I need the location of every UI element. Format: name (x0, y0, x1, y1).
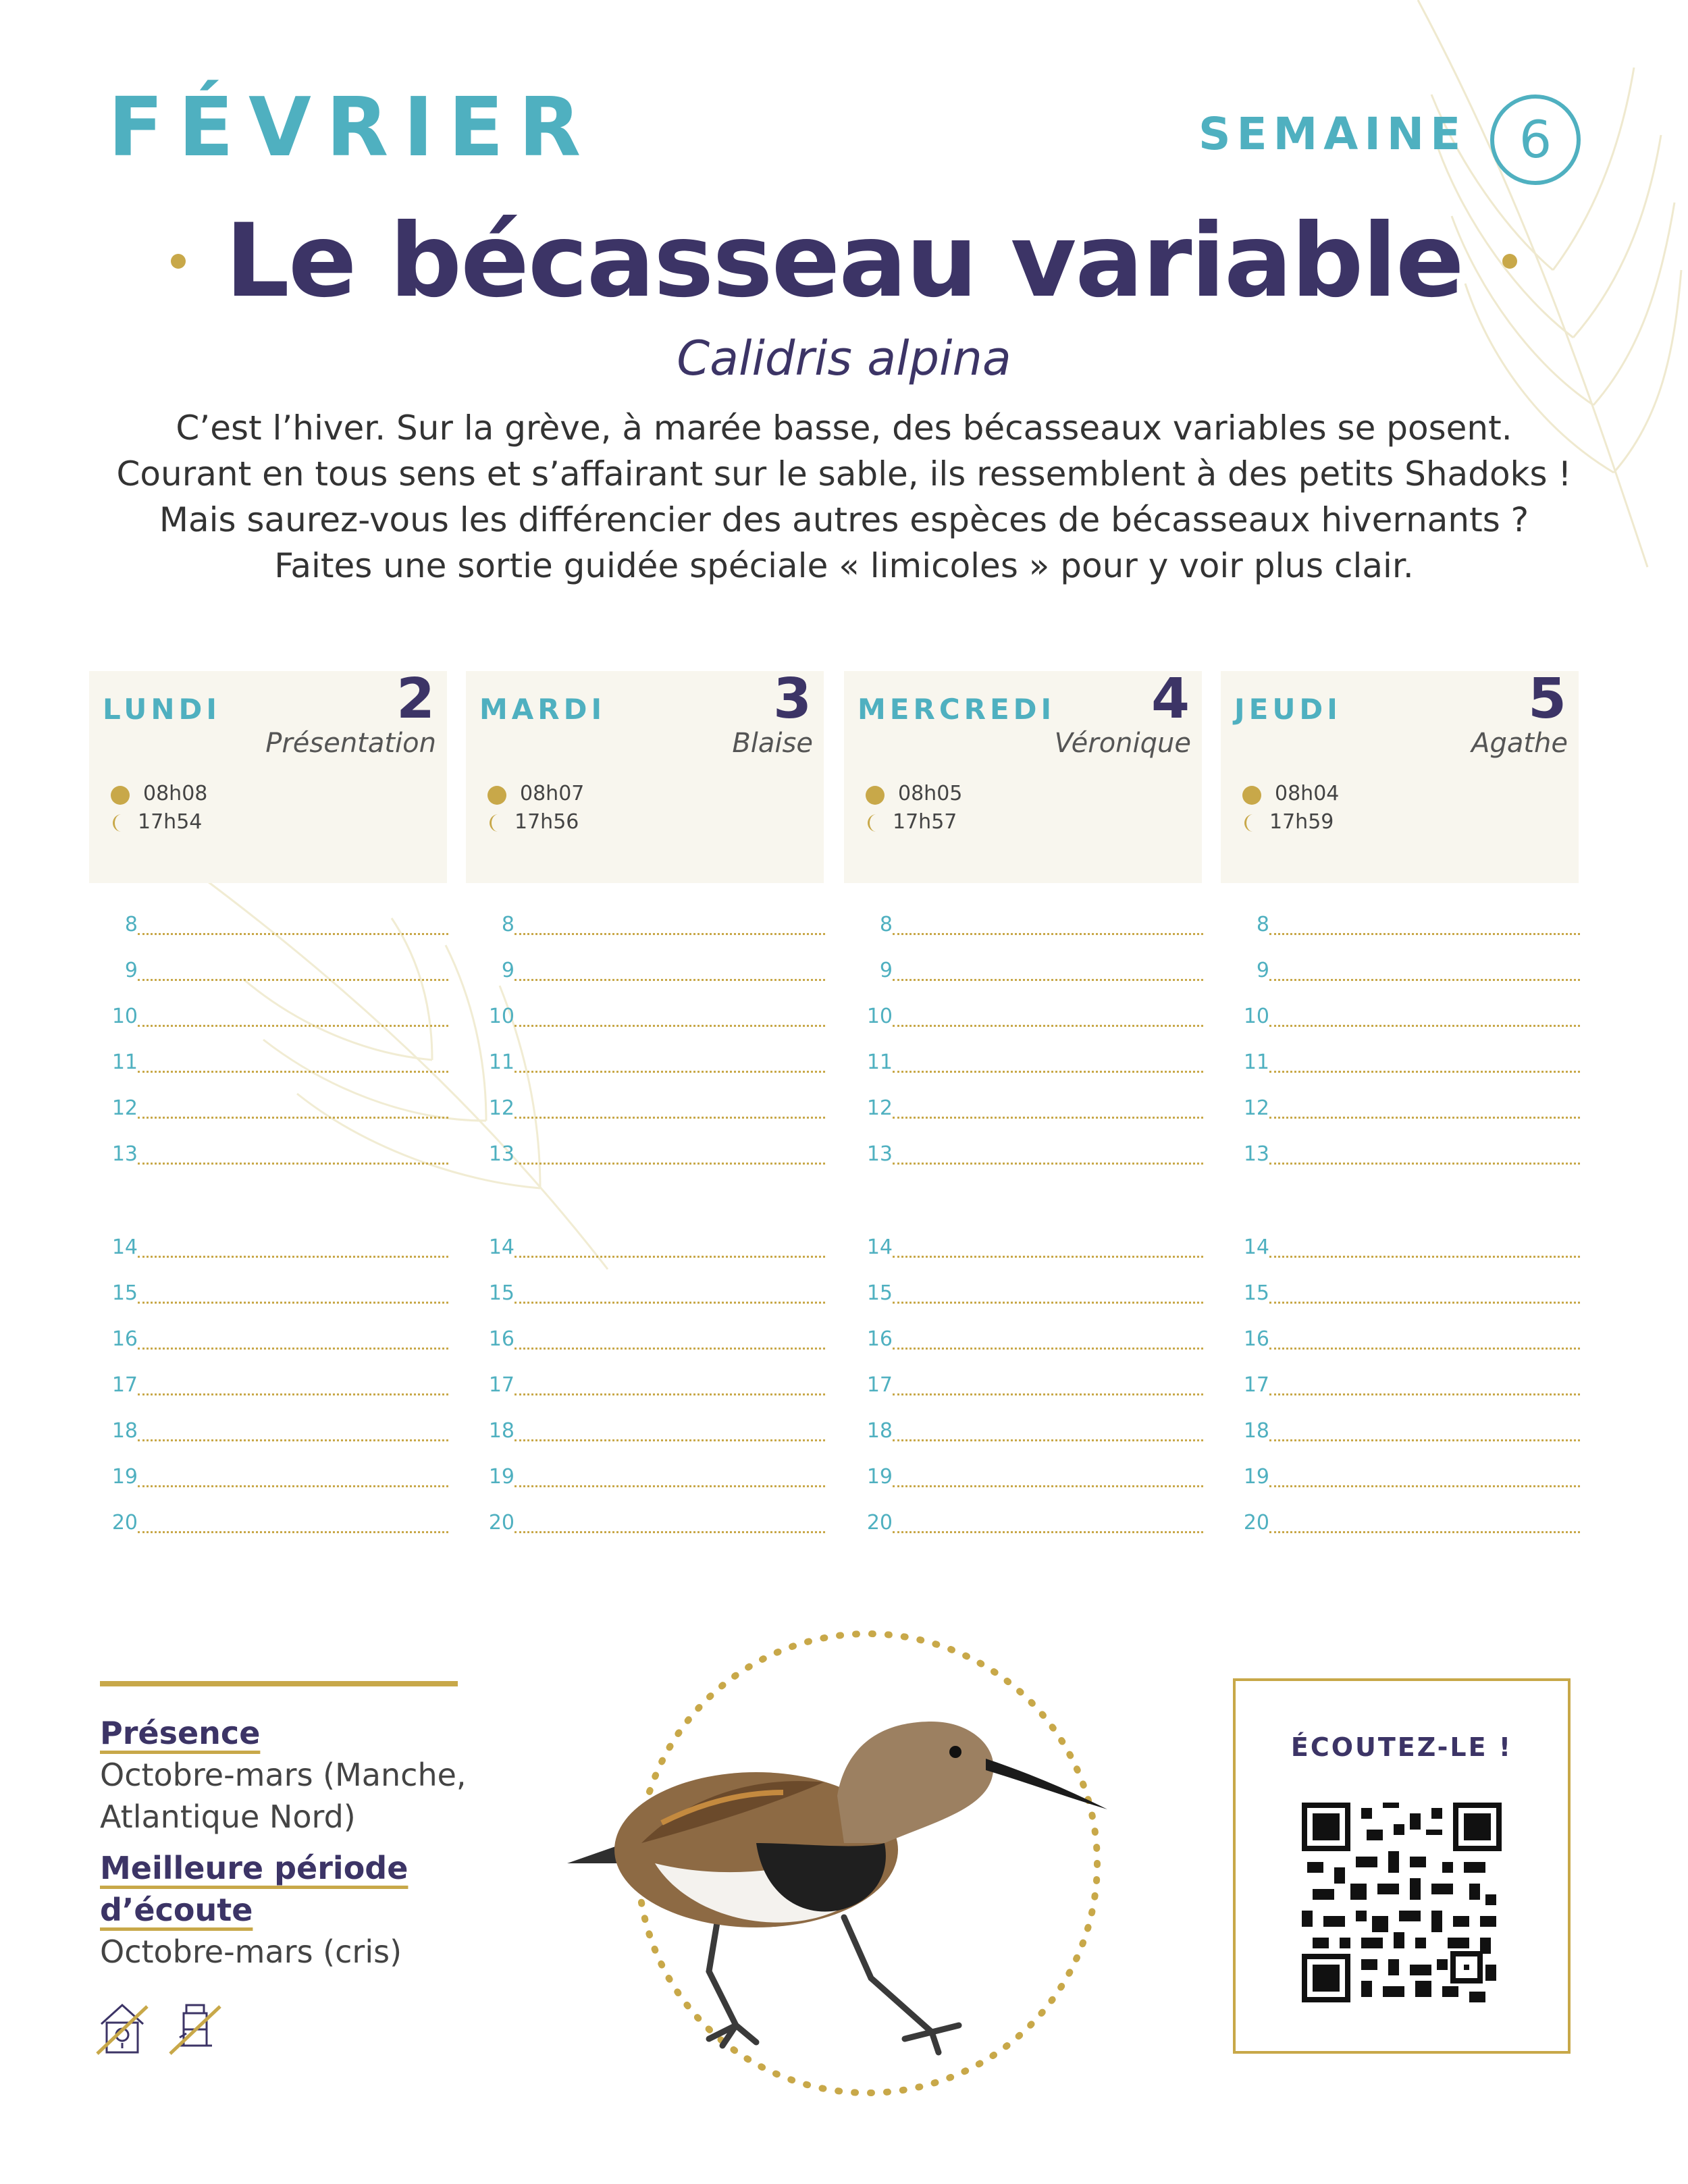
hour-slot[interactable] (1229, 1511, 1580, 1538)
hour-dotted-line (138, 1117, 448, 1119)
hour-slot[interactable] (474, 1419, 825, 1446)
hour-dotted-line (515, 979, 825, 981)
hour-slot[interactable] (474, 1050, 825, 1077)
intro-line: Faites une sortie guidée spéciale « limicoles » pour y voir plus clair. (274, 546, 1414, 585)
presence-title: Présence (100, 1715, 261, 1751)
hour-dotted-line (1269, 1071, 1580, 1073)
day-name: MARDI (479, 693, 606, 726)
hour-dotted-line (893, 1071, 1203, 1073)
hour-label: 10 (111, 1005, 138, 1028)
hour-label: 18 (1243, 1419, 1269, 1443)
hour-label: 18 (866, 1419, 893, 1443)
hour-slot[interactable] (852, 959, 1203, 986)
hour-dotted-line (515, 1071, 825, 1073)
hour-dotted-line (1269, 1393, 1580, 1395)
birdhouse-crossed-icon (93, 2000, 151, 2058)
hour-label: 14 (1243, 1235, 1269, 1259)
hour-slot[interactable] (97, 1465, 448, 1492)
hour-label: 18 (488, 1419, 515, 1443)
intro-line: Courant en tous sens et s’affairant sur le sable, ils ressemblent à des petits Shadoks ! (116, 454, 1572, 494)
hour-slot[interactable] (97, 1511, 448, 1538)
hour-label: 13 (1243, 1142, 1269, 1166)
week-number-badge: 6 (1490, 95, 1581, 185)
hour-label: 17 (488, 1373, 515, 1397)
latin-name: Calidris alpina (677, 331, 1011, 386)
hour-dotted-line (1269, 1531, 1580, 1533)
hour-dotted-line (893, 1163, 1203, 1165)
sunrise-time: 08h07 (520, 782, 585, 805)
hour-slot[interactable] (852, 1373, 1203, 1400)
hour-label: 15 (488, 1281, 515, 1305)
hour-dotted-line (1269, 1117, 1580, 1119)
hour-label: 9 (879, 959, 893, 982)
hour-slot[interactable] (97, 913, 448, 940)
species-title-row (0, 203, 1688, 320)
hour-slot[interactable] (1229, 1419, 1580, 1446)
hour-slot[interactable] (97, 1281, 448, 1308)
hour-slot[interactable] (1229, 959, 1580, 986)
saint-name: Blaise (732, 728, 813, 759)
hour-slot[interactable] (97, 959, 448, 986)
hour-label: 13 (866, 1142, 893, 1166)
title-dot-left (171, 254, 186, 269)
info-divider (100, 1681, 458, 1686)
hour-dotted-line (515, 1393, 825, 1395)
day-number: 3 (772, 667, 812, 731)
period-text: Octobre-mars (cris) (100, 1934, 402, 1970)
hour-slot[interactable] (474, 1281, 825, 1308)
hour-slot[interactable] (474, 1373, 825, 1400)
sunset-moon-icon (486, 813, 504, 833)
hour-dotted-line (138, 1256, 448, 1258)
hour-label: 17 (111, 1373, 138, 1397)
hour-dotted-line (893, 979, 1203, 981)
hour-label: 11 (111, 1050, 138, 1074)
listen-label: ÉCOUTEZ-LE ! (1290, 1732, 1513, 1762)
hour-slot[interactable] (97, 1419, 448, 1446)
hour-dotted-line (515, 1348, 825, 1350)
hour-label: 19 (488, 1465, 515, 1489)
hour-slot[interactable] (97, 1373, 448, 1400)
presence-line: Atlantique Nord) (100, 1799, 356, 1835)
qr-card (1233, 1678, 1571, 2054)
hour-slot[interactable] (852, 1050, 1203, 1077)
hour-label: 16 (866, 1327, 893, 1351)
hour-dotted-line (515, 1256, 825, 1258)
hour-label: 11 (1243, 1050, 1269, 1074)
hour-dotted-line (893, 1439, 1203, 1441)
sunset-moon-icon (864, 813, 882, 833)
hour-label: 19 (111, 1465, 138, 1489)
hour-label: 19 (866, 1465, 893, 1489)
hour-dotted-line (515, 1117, 825, 1119)
sunrise-icon (487, 786, 506, 805)
hour-dotted-line (515, 1485, 825, 1487)
hour-label: 12 (1243, 1096, 1269, 1120)
hour-slot[interactable] (474, 1327, 825, 1354)
qr-code[interactable] (1302, 1803, 1502, 2002)
hour-slot[interactable] (852, 1465, 1203, 1492)
hour-dotted-line (138, 1302, 448, 1304)
hour-label: 16 (488, 1327, 515, 1351)
feeder-crossed-icon (166, 2000, 224, 2058)
hour-slot[interactable] (474, 1096, 825, 1123)
hour-label: 14 (488, 1235, 515, 1259)
sunset-time: 17h56 (515, 810, 579, 834)
day-name: LUNDI (103, 693, 221, 726)
hour-label: 12 (866, 1096, 893, 1120)
intro-text (101, 405, 1587, 589)
hour-slot[interactable] (474, 913, 825, 940)
species-title: Le bécasseau variable (225, 203, 1463, 320)
period-title-line: d’écoute (100, 1892, 253, 1928)
hour-slot[interactable] (852, 1096, 1203, 1123)
hour-label: 13 (111, 1142, 138, 1166)
week-label: SEMAINE (1198, 108, 1467, 160)
hour-label: 8 (879, 913, 893, 936)
day-name: MERCREDI (858, 693, 1056, 726)
hour-slot[interactable] (1229, 913, 1580, 940)
hour-slot[interactable] (474, 1235, 825, 1262)
hour-slot[interactable] (1229, 1281, 1580, 1308)
hour-label: 20 (1243, 1511, 1269, 1535)
hour-label: 17 (1243, 1373, 1269, 1397)
hour-slot[interactable] (1229, 1327, 1580, 1354)
hour-label: 11 (488, 1050, 515, 1074)
dunlin-bird-illustration (554, 1620, 1161, 2106)
hour-slot[interactable] (852, 1142, 1203, 1169)
hour-label: 10 (866, 1005, 893, 1028)
hour-slot[interactable] (1229, 1096, 1580, 1123)
hour-dotted-line (1269, 1025, 1580, 1027)
hour-label: 12 (488, 1096, 515, 1120)
hour-slot[interactable] (97, 1235, 448, 1262)
hour-slot[interactable] (97, 1142, 448, 1169)
sunset-time: 17h59 (1269, 810, 1334, 834)
hour-slot[interactable] (1229, 1005, 1580, 1032)
hour-dotted-line (138, 933, 448, 935)
hour-slot[interactable] (852, 1511, 1203, 1538)
sunrise-time: 08h04 (1275, 782, 1340, 805)
hour-dotted-line (1269, 979, 1580, 981)
hour-dotted-line (1269, 1439, 1580, 1441)
hour-slot[interactable] (474, 1465, 825, 1492)
hour-label: 14 (866, 1235, 893, 1259)
intro-line: Mais saurez-vous les différencier des autres espèces de bécasseaux hivernants ? (159, 500, 1529, 539)
hour-slot[interactable] (97, 1096, 448, 1123)
hour-dotted-line (138, 1531, 448, 1533)
hour-dotted-line (893, 1531, 1203, 1533)
hour-slot[interactable] (474, 1511, 825, 1538)
presence-line: Octobre-mars (Manche, (100, 1757, 467, 1793)
hour-slot[interactable] (97, 1050, 448, 1077)
hour-dotted-line (1269, 933, 1580, 935)
sunrise-icon (866, 786, 885, 805)
hour-slot[interactable] (1229, 1235, 1580, 1262)
sunrise-icon (111, 786, 130, 805)
hour-label: 8 (124, 913, 138, 936)
title-dot-right (1502, 254, 1517, 269)
sunset-moon-icon (109, 813, 127, 833)
hour-label: 8 (501, 913, 515, 936)
sunrise-time: 08h05 (898, 782, 963, 805)
info-block (100, 1715, 519, 1973)
hour-dotted-line (515, 1531, 825, 1533)
hour-slot[interactable] (1229, 1050, 1580, 1077)
hour-dotted-line (893, 1393, 1203, 1395)
hour-dotted-line (893, 933, 1203, 935)
month-title: FÉVRIER (108, 81, 596, 175)
day-number: 2 (396, 667, 435, 731)
hour-dotted-line (515, 1025, 825, 1027)
day-header-mardi (466, 667, 824, 883)
hour-slot[interactable] (1229, 1465, 1580, 1492)
hour-dotted-line (138, 1025, 448, 1027)
hour-slot[interactable] (852, 913, 1203, 940)
hour-label: 17 (866, 1373, 893, 1397)
hour-label: 15 (866, 1281, 893, 1305)
hour-dotted-line (1269, 1302, 1580, 1304)
hour-label: 11 (866, 1050, 893, 1074)
hour-label: 10 (488, 1005, 515, 1028)
hour-label: 18 (111, 1419, 138, 1443)
hour-label: 20 (488, 1511, 515, 1535)
hour-dotted-line (138, 1439, 448, 1441)
hour-label: 15 (1243, 1281, 1269, 1305)
hour-dotted-line (515, 1163, 825, 1165)
hour-dotted-line (1269, 1163, 1580, 1165)
hour-slot[interactable] (1229, 1142, 1580, 1169)
period-title-line: Meilleure période (100, 1850, 408, 1886)
day-number: 5 (1527, 667, 1566, 731)
saint-name: Présentation (265, 728, 436, 759)
day-header-jeudi (1221, 667, 1579, 883)
hour-label: 14 (111, 1235, 138, 1259)
hour-dotted-line (138, 1071, 448, 1073)
hour-label: 9 (124, 959, 138, 982)
hour-label: 10 (1243, 1005, 1269, 1028)
sunrise-icon (1242, 786, 1261, 805)
hour-slot[interactable] (852, 1281, 1203, 1308)
hour-dotted-line (138, 979, 448, 981)
hour-dotted-line (1269, 1348, 1580, 1350)
hour-slot[interactable] (97, 1005, 448, 1032)
saint-name: Véronique (1054, 728, 1191, 759)
hour-label: 16 (1243, 1327, 1269, 1351)
hour-dotted-line (893, 1302, 1203, 1304)
day-header-mercredi (844, 667, 1202, 883)
hour-slot[interactable] (1229, 1373, 1580, 1400)
sunset-time: 17h57 (893, 810, 957, 834)
hour-label: 8 (1256, 913, 1269, 936)
hour-slot[interactable] (852, 1235, 1203, 1262)
hour-label: 16 (111, 1327, 138, 1351)
intro-line: C’est l’hiver. Sur la grève, à marée basse, des bécasseaux variables se posent. (176, 408, 1512, 448)
hour-label: 9 (501, 959, 515, 982)
hour-dotted-line (893, 1025, 1203, 1027)
hour-dotted-line (138, 1348, 448, 1350)
hour-label: 19 (1243, 1465, 1269, 1489)
hour-dotted-line (515, 1439, 825, 1441)
sunset-time: 17h54 (138, 810, 203, 834)
hour-label: 9 (1256, 959, 1269, 982)
hour-label: 20 (111, 1511, 138, 1535)
hour-dotted-line (138, 1163, 448, 1165)
hour-label: 12 (111, 1096, 138, 1120)
hour-slot[interactable] (852, 1327, 1203, 1354)
hour-slot[interactable] (474, 1005, 825, 1032)
sunrise-time: 08h08 (143, 782, 208, 805)
hour-slot[interactable] (852, 1419, 1203, 1446)
hour-dotted-line (138, 1393, 448, 1395)
hour-slot[interactable] (97, 1327, 448, 1354)
hour-label: 15 (111, 1281, 138, 1305)
hour-dotted-line (893, 1348, 1203, 1350)
hour-label: 13 (488, 1142, 515, 1166)
hour-dotted-line (515, 933, 825, 935)
hour-dotted-line (893, 1256, 1203, 1258)
hour-dotted-line (1269, 1256, 1580, 1258)
saint-name: Agathe (1471, 728, 1568, 759)
hour-dotted-line (138, 1485, 448, 1487)
hour-slot[interactable] (474, 959, 825, 986)
day-number: 4 (1151, 667, 1190, 731)
hour-dotted-line (893, 1117, 1203, 1119)
hour-slot[interactable] (474, 1142, 825, 1169)
hour-label: 20 (866, 1511, 893, 1535)
day-header-lundi (89, 667, 447, 883)
day-name: JEUDI (1234, 693, 1342, 726)
hour-dotted-line (893, 1485, 1203, 1487)
hour-slot[interactable] (852, 1005, 1203, 1032)
hour-dotted-line (515, 1302, 825, 1304)
hour-dotted-line (1269, 1485, 1580, 1487)
sunset-moon-icon (1241, 813, 1259, 833)
